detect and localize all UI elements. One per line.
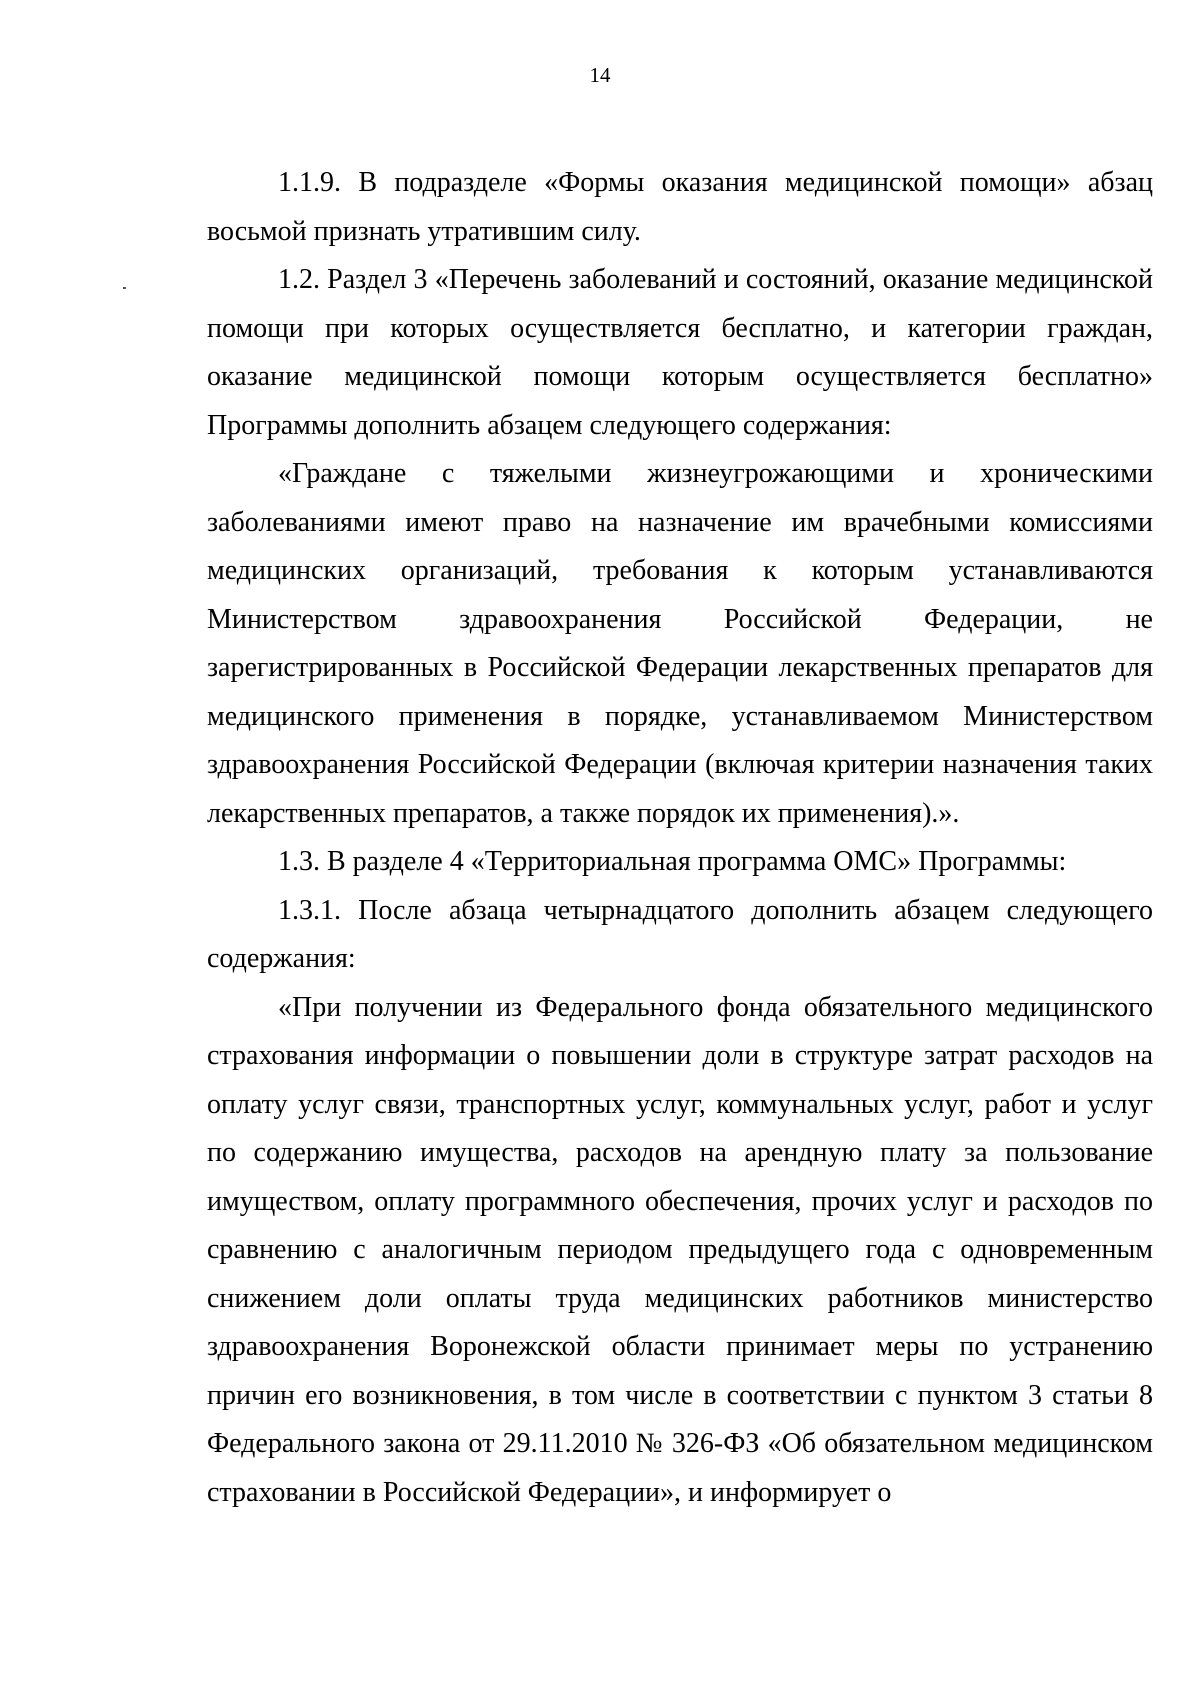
paragraph-quote-ffoms: «При получении из Федерального фонда обязательного медицинского страхования информации о повышении доли в структуре затрат расходов на оплату услуг связи, транспортных услуг, коммунальных услуг, работ и услуг по содержанию имущества, расходов на арендную плату за пользование имуществом, оплату программного обеспечения, прочих услуг и расходов по сравнению с аналогичным периодом предыдущего года с одновременным снижением доли оплаты труда медицинских работников министерство здравоохранения Воронежской области принимает меры по устранению причин его возникновения, в том числе в соответствии с пунктом 3 статьи 8 Федерального закона от 29.11.2010 № 326-ФЗ «Об обязательном медицинском страховании в Российской Федерации», и информирует о (207, 991, 1153, 1508)
paragraph-1-3-1: 1.3.1. После абзаца четырнадцатого дополнить абзацем следующего содержания: (207, 894, 1153, 974)
scan-artifact-dot (123, 287, 126, 289)
paragraph-1-3: 1.3. В разделе 4 «Территориальная программа ОМС» Программы: (278, 846, 1067, 877)
paragraph-quote-citizens: «Граждане с тяжелыми жизнеугрожающими и хроническими заболеваниями имеют право на назначение им врачебными комиссиями медицинских организаций, требования к которым устанавливаются Министерством здравоохранения Российской Федерации, не зарегистрированных в Российской Федерации лекарственных препаратов для медицинского применения в порядке, устанавливаемом Министерством здравоохранения Российской Федерации (включая критерии назначения таких лекарственных препаратов, а также порядок их применения).». (207, 458, 1153, 829)
paragraph-1-2: 1.2. Раздел 3 «Перечень заболеваний и состояний, оказание медицинской помощи при которых осуществляется бесплатно, и категории граждан, оказание медицинской помощи которым осуществляется бесплатно» Программы дополнить абзацем следующего содержания: (207, 264, 1153, 441)
page-number: 14 (589, 63, 611, 87)
document-body (207, 159, 1153, 1517)
paragraph-1-1-9: 1.1.9. В подразделе «Формы оказания медицинской помощи» абзац восьмой признать утратившим силу. (207, 167, 1153, 247)
